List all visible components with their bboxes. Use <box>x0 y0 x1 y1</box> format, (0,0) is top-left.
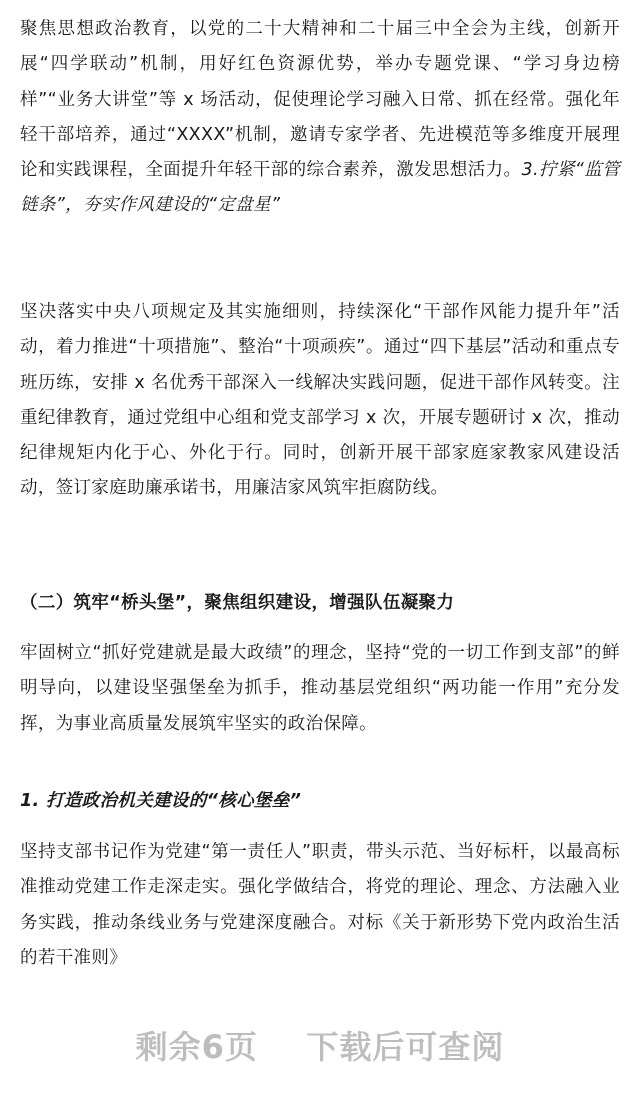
section-heading-organization: （二）筑牢“桥头堡”，聚焦组织建设，增强队伍凝聚力 <box>20 593 455 613</box>
paragraph-work-style: 坚决落实中央八项规定及其实施细则，持续深化“干部作风能力提升年”活动，着力推进“十项措施”、整治“十项顽疾”。通过“四下基层”活动和重点专班历练，安排 x 名优秀干部深入一线解决实践问题，促进干部作风转变。注重纪律教育，通过党组中心组和党支部学习 x 次，开展专题研讨 x 次，推动纪律规矩内化于心、外化于行。同时，创新开展干部家庭家教家风建设活动，签订家庭助廉承诺书，用廉洁家风筑牢拒腐防线。 <box>20 302 620 499</box>
inline-subheading-supervision: 3.拧紧“监管链条”，夯实作风建设的“定盘星” <box>20 160 620 216</box>
subsection-heading-core-fortress: 1. 打造政治机关建设的“核心堡垒” <box>20 791 302 811</box>
paragraph-body: 聚焦思想政治教育，以党的二十大精神和二十届三中全会为主线，创新开展“四学联动”机制，用好红色资源优势，举办专题党课、“学习身边榜样”“业务大讲堂”等 x 场活动，促使理论学习融入日常、抓在经常。强化年轻干部培养，通过“XXXX”机制，邀请专家学者、先进模范等多维度开展理论和实践课程，全面提升年轻干部的综合素养，激发思想活力。 <box>20 19 620 181</box>
remaining-pages-notice: 剩余6页 下载后可查阅 <box>135 1028 505 1066</box>
paragraph-thought-education <box>20 12 620 224</box>
paragraph-branch-secretary: 坚持支部书记作为党建“第一责任人”职责，带头示范、当好标杆，以最高标准推动党建工作走深走实。强化学做结合，将党的理论、理念、方法融入业务实践，推动条线业务与党建深度融合。对标《关于新形势下党内政治生活的若干准则》 <box>20 842 620 968</box>
paragraph-party-building: 牢固树立“抓好党建就是最大政绩”的理念，坚持“党的一切工作到支部”的鲜明导向，以建设坚强堡垒为抓手，推动基层党组织“两功能一作用”充分发挥，为事业高质量发展筑牢坚实的政治保障。 <box>20 643 620 734</box>
